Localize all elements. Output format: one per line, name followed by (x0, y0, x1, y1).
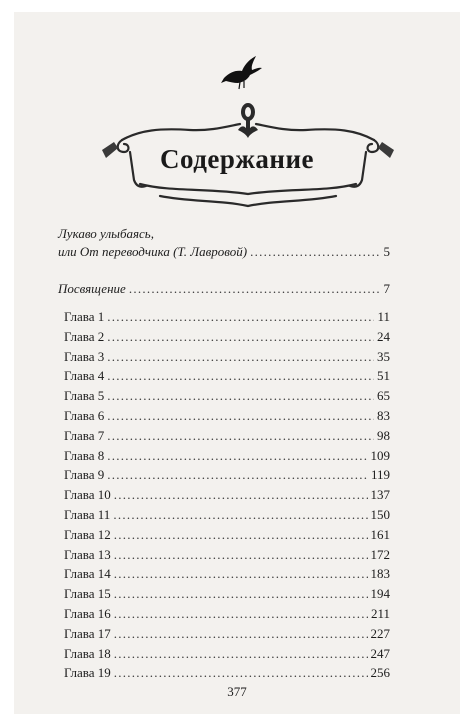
leader-dots (114, 645, 368, 663)
chapter-label: Глава 1 (64, 309, 105, 324)
leader-dots (107, 348, 374, 366)
leader-dots (107, 328, 374, 346)
leader-dots (107, 427, 374, 445)
leader-dots (107, 308, 374, 326)
chapter-entry (58, 348, 390, 366)
chapter-entry (58, 427, 390, 445)
raven-icon (220, 52, 266, 92)
book-page (14, 12, 460, 714)
chapter-entry (58, 407, 390, 425)
chapter-label: Глава 16 (64, 606, 111, 621)
chapter-label: Глава 11 (64, 507, 111, 522)
chapter-page: 227 (370, 625, 390, 641)
chapter-page: 172 (370, 546, 390, 562)
leader-dots (107, 407, 374, 425)
chapter-entry (58, 625, 390, 643)
leader-dots (114, 546, 368, 564)
dedication-entry (58, 280, 390, 298)
chapter-entry (58, 308, 390, 326)
chapter-entry (58, 506, 390, 524)
chapter-page: 137 (370, 487, 390, 503)
leader-dots (107, 367, 374, 385)
chapter-entry (58, 664, 390, 682)
leader-dots (114, 585, 368, 603)
chapter-entry (58, 367, 390, 385)
chapter-label: Глава 10 (64, 487, 111, 503)
leader-dots (114, 526, 368, 544)
chapter-label: Глава 3 (64, 348, 105, 364)
leader-dots (107, 447, 367, 465)
chapter-label: Глава 14 (64, 566, 111, 582)
leader-dots (107, 466, 368, 484)
leader-dots (114, 565, 368, 583)
intro-page: 5 (383, 244, 390, 259)
chapter-entry (58, 447, 390, 465)
chapter-label: Глава 15 (64, 586, 111, 602)
chapter-label: Глава 6 (64, 408, 105, 423)
chapter-entry (58, 605, 390, 623)
intro-line-1: Лукаво улыбаясь, (58, 226, 154, 241)
chapter-page: 98 (377, 427, 390, 443)
chapter-page: 24 (377, 328, 390, 344)
chapter-page: 161 (370, 526, 390, 542)
leader-dots (114, 486, 368, 504)
dedication-label: Посвящение (58, 281, 126, 296)
page-number: 377 (227, 684, 247, 699)
chapter-entry (58, 387, 390, 405)
chapter-entry (58, 328, 390, 346)
leader-dots (129, 280, 381, 298)
chapter-label: Глава 17 (64, 625, 111, 641)
leader-dots (114, 625, 368, 643)
leader-dots (250, 243, 380, 261)
chapter-label: Глава 4 (64, 368, 105, 384)
chapter-page: 150 (370, 507, 390, 522)
chapter-label: Глава 5 (64, 388, 105, 404)
chapter-label: Глава 12 (64, 526, 111, 542)
chapter-label: Глава 9 (64, 467, 105, 483)
chapter-page: 65 (377, 388, 390, 404)
chapter-page: 11 (377, 309, 390, 324)
chapter-page: 211 (370, 606, 390, 621)
intro-line-2: или От переводчика (Т. Лавровой) (58, 244, 248, 259)
chapter-page: 51 (377, 368, 390, 384)
chapter-entry (58, 526, 390, 544)
chapter-entry (58, 565, 390, 583)
chapter-page: 194 (370, 586, 390, 602)
leader-dots (114, 664, 368, 682)
chapter-entry (58, 486, 390, 504)
chapter-page: 247 (370, 645, 390, 661)
chapter-page: 256 (370, 665, 390, 681)
chapter-label: Глава 18 (64, 645, 111, 661)
chapter-entry (58, 585, 390, 603)
chapter-page: 183 (370, 566, 390, 582)
chapter-page: 119 (370, 467, 390, 483)
chapter-page: 109 (370, 447, 390, 463)
dedication-page: 7 (383, 281, 390, 296)
leader-dots (107, 387, 374, 405)
chapter-label: Глава 8 (64, 447, 105, 463)
chapter-label: Глава 2 (64, 328, 105, 344)
chapter-label: Глава 13 (64, 546, 111, 562)
chapter-entry (58, 645, 390, 663)
chapter-entry (58, 466, 390, 484)
chapter-page: 83 (377, 408, 390, 423)
leader-dots (113, 506, 367, 524)
leader-dots (114, 605, 368, 623)
intro-line-2-row (58, 243, 390, 261)
chapter-label: Глава 19 (64, 665, 111, 681)
chapter-entry (58, 546, 390, 564)
page-title: Содержание (159, 144, 315, 174)
chapter-label: Глава 7 (64, 427, 105, 443)
chapter-page: 35 (377, 348, 390, 364)
